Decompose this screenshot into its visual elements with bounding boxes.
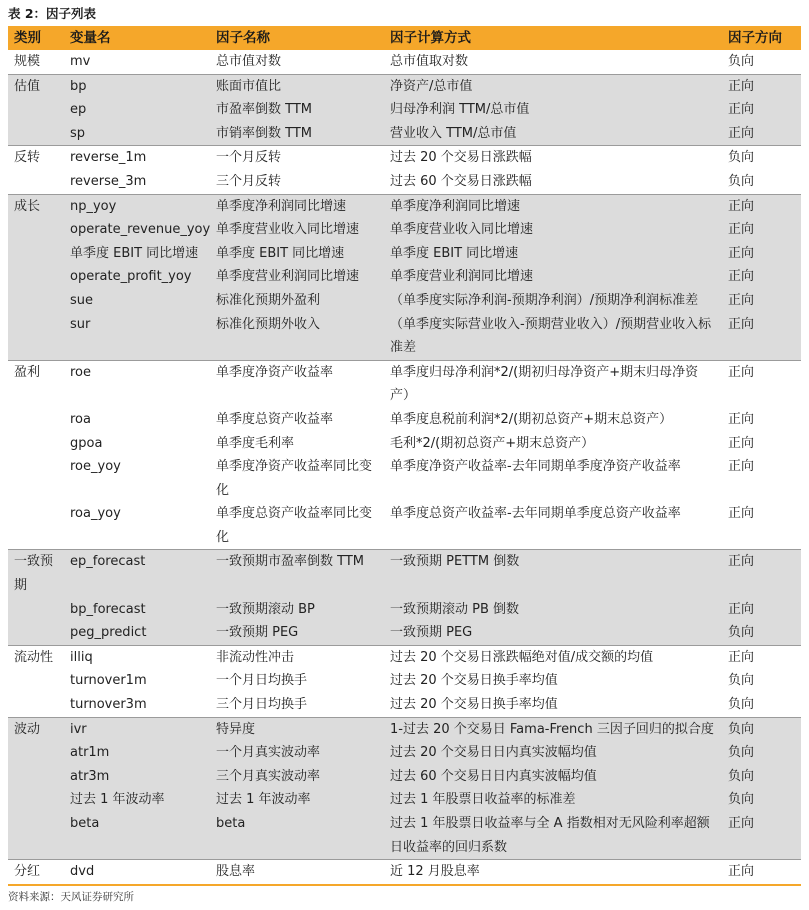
- row-factor-name: 单季度 EBIT 同比增速: [210, 242, 384, 266]
- row-variable: ep_forecast: [64, 550, 210, 598]
- source-note: 资料来源：天风证券研究所: [8, 891, 134, 903]
- table-row: [8, 741, 801, 765]
- row-direction: 正向: [722, 98, 801, 122]
- row-calculation: 过去 20 个交易日涨跌幅: [384, 146, 722, 170]
- row-category: [8, 741, 64, 765]
- row-category: [8, 621, 64, 645]
- row-variable: sue: [64, 289, 210, 313]
- row-direction: 正向: [722, 194, 801, 218]
- row-calculation: 一致预期 PETTM 倒数: [384, 550, 722, 598]
- row-factor-name: 三个月真实波动率: [210, 765, 384, 789]
- table-row: [8, 812, 801, 860]
- row-variable: gpoa: [70, 435, 103, 451]
- row-factor-name: 一致预期滚动 BP: [210, 598, 384, 622]
- row-category: 盈利: [8, 360, 64, 408]
- row-direction: 正向: [728, 506, 755, 522]
- header-direction: 因子方向: [722, 26, 801, 50]
- header-category: 类别: [8, 26, 64, 50]
- table-row: [8, 74, 801, 98]
- row-variable: sur: [64, 313, 210, 361]
- row-direction: 负向: [722, 788, 801, 812]
- row-variable: operate_profit_yoy: [64, 265, 210, 289]
- row-category: [8, 598, 64, 622]
- row-calculation: 过去 1 年股票日收益率与全 A 指数相对无风险利率超额日收益率的回归系数: [384, 812, 722, 860]
- row-variable: atr1m: [64, 741, 210, 765]
- row-category: 估值: [8, 74, 64, 98]
- row-calculation: 过去 20 个交易日日内真实波幅均值: [384, 741, 722, 765]
- table-row: [8, 693, 801, 717]
- row-direction: 负向: [728, 697, 755, 713]
- table-row: [8, 502, 801, 550]
- row-variable: 单季度 EBIT 同比增速: [64, 242, 210, 266]
- row-factor-name: 一个月反转: [210, 146, 384, 170]
- table-row: [8, 669, 801, 693]
- header-calculation: 因子计算方式: [384, 26, 722, 50]
- row-calculation: （单季度实际净利润-预期净利润）/预期净利润标准差: [384, 289, 722, 313]
- row-factor-name: 账面市值比: [210, 74, 384, 98]
- table-row: [8, 645, 801, 669]
- row-calculation: 过去 1 年股票日收益率的标准差: [384, 788, 722, 812]
- row-factor-name: 单季度总资产收益率: [216, 411, 334, 427]
- table-row: [8, 242, 801, 266]
- row-variable: roe_yoy: [70, 459, 121, 475]
- table-row: [8, 455, 801, 502]
- row-variable: mv: [70, 54, 91, 69]
- row-factor-name: 单季度总资产收益率同比变化: [216, 506, 373, 545]
- row-calculation: 一致预期滚动 PB 倒数: [384, 598, 722, 622]
- row-direction: 正向: [728, 435, 755, 451]
- table-row: [8, 194, 801, 218]
- row-category: 流动性: [8, 645, 64, 669]
- table-row: [8, 289, 801, 313]
- row-variable: reverse_3m: [70, 173, 147, 189]
- table-row: [8, 598, 801, 622]
- row-variable: operate_revenue_yoy: [64, 218, 210, 242]
- row-direction: 正向: [722, 598, 801, 622]
- row-category: [8, 408, 64, 432]
- row-direction: 正向: [728, 459, 755, 475]
- row-factor-name: 三个月反转: [216, 173, 282, 189]
- header-factor-name: 因子名称: [210, 26, 384, 50]
- row-direction: 正向: [728, 411, 755, 427]
- row-variable: peg_predict: [64, 621, 210, 645]
- row-category: [8, 669, 64, 693]
- row-category: [8, 455, 64, 502]
- row-calculation: 过去 60 个交易日日内真实波幅均值: [384, 765, 722, 789]
- row-direction: 正向: [722, 360, 801, 408]
- row-factor-name: 一个月日均换手: [216, 673, 308, 689]
- row-direction: 正向: [722, 289, 801, 313]
- row-category: [8, 122, 64, 146]
- row-calculation: 单季度净利润同比增速: [384, 194, 722, 218]
- table-row: [8, 788, 801, 812]
- row-category: [8, 265, 64, 289]
- row-category: [8, 693, 64, 717]
- table-body: [8, 50, 801, 885]
- row-direction: 负向: [728, 673, 755, 689]
- row-category: [8, 812, 64, 860]
- row-factor-name: 单季度净资产收益率同比变化: [216, 459, 373, 498]
- row-calculation: 归母净利润 TTM/总市值: [384, 98, 722, 122]
- row-category: 波动: [8, 717, 64, 741]
- row-direction: 负向: [722, 765, 801, 789]
- row-category: [8, 502, 64, 550]
- table-row: [8, 218, 801, 242]
- table-row: [8, 860, 801, 885]
- row-calculation: 单季度 EBIT 同比增速: [384, 242, 722, 266]
- row-factor-name: 标准化预期外盈利: [210, 289, 384, 313]
- row-calculation: 单季度归母净利润*2/(期初归母净资产+期末归母净资产）: [384, 360, 722, 408]
- row-calculation: 单季度总资产收益率-去年同期单季度总资产收益率: [390, 506, 681, 522]
- row-factor-name: 市销率倒数 TTM: [210, 122, 384, 146]
- row-calculation: 过去 60 个交易日涨跌幅: [390, 173, 532, 189]
- row-factor-name: 单季度净资产收益率: [210, 360, 384, 408]
- row-variable: ep: [64, 98, 210, 122]
- table-row: [8, 432, 801, 456]
- row-calculation: （单季度实际营业收入-预期营业收入）/预期营业收入标准差: [384, 313, 722, 361]
- header-variable: 变量名: [64, 26, 210, 50]
- row-category: 反转: [8, 146, 64, 170]
- row-variable: turnover3m: [70, 697, 147, 713]
- row-variable: 过去 1 年波动率: [64, 788, 210, 812]
- row-direction: 负向: [722, 717, 801, 741]
- row-category: [8, 170, 64, 194]
- row-factor-name: 单季度净利润同比增速: [210, 194, 384, 218]
- row-factor-name: 总市值对数: [216, 54, 282, 69]
- row-direction: 正向: [722, 218, 801, 242]
- row-variable: bp: [64, 74, 210, 98]
- table-caption: 表 2：因子列表: [8, 6, 97, 21]
- row-category: [8, 98, 64, 122]
- table-row: [8, 717, 801, 741]
- row-direction: 正向: [722, 313, 801, 361]
- row-direction: 正向: [722, 122, 801, 146]
- row-direction: 负向: [728, 54, 755, 69]
- row-variable: dvd: [64, 860, 210, 885]
- row-factor-name: 特异度: [210, 717, 384, 741]
- row-factor-name: 一致预期 PEG: [210, 621, 384, 645]
- row-calculation: 单季度息税前利润*2/(期初总资产+期末总资产）: [390, 411, 673, 427]
- row-direction: 正向: [722, 74, 801, 98]
- row-variable: sp: [64, 122, 210, 146]
- row-direction: 正向: [722, 550, 801, 598]
- row-calculation: 营业收入 TTM/总市值: [384, 122, 722, 146]
- row-factor-name: beta: [210, 812, 384, 860]
- table-row: [8, 122, 801, 146]
- row-factor-name: 单季度毛利率: [216, 435, 295, 451]
- row-calculation: 近 12 月股息率: [384, 860, 722, 885]
- row-factor-name: 股息率: [210, 860, 384, 885]
- row-variable: reverse_1m: [64, 146, 210, 170]
- table-row: [8, 146, 801, 170]
- table-row: [8, 621, 801, 645]
- row-category: [8, 313, 64, 361]
- row-calculation: 单季度净资产收益率-去年同期单季度净资产收益率: [390, 459, 681, 475]
- row-direction: 正向: [722, 812, 801, 860]
- row-calculation: 过去 20 个交易日涨跌幅绝对值/成交额的均值: [384, 645, 722, 669]
- table-row: [8, 408, 801, 432]
- row-calculation: 过去 20 个交易日换手率均值: [390, 673, 558, 689]
- table-row: [8, 360, 801, 408]
- row-category: [8, 218, 64, 242]
- row-factor-name: 单季度营业收入同比增速: [210, 218, 384, 242]
- row-variable: roa: [70, 411, 91, 427]
- row-category: [8, 788, 64, 812]
- table-row: [8, 313, 801, 361]
- row-direction: 正向: [722, 860, 801, 885]
- row-factor-name: 过去 1 年波动率: [210, 788, 384, 812]
- row-calculation: 总市值取对数: [390, 54, 469, 69]
- row-direction: 正向: [722, 645, 801, 669]
- row-direction: 负向: [722, 146, 801, 170]
- row-factor-name: 三个月日均换手: [216, 697, 308, 713]
- table-header: [8, 26, 801, 50]
- row-calculation: 单季度营业利润同比增速: [384, 265, 722, 289]
- table-row: [8, 98, 801, 122]
- row-variable: roa_yoy: [70, 506, 121, 522]
- row-category: 分红: [8, 860, 64, 885]
- row-category: 规模: [14, 54, 41, 69]
- table-row: [8, 50, 801, 74]
- row-direction: 负向: [722, 741, 801, 765]
- row-calculation: 1-过去 20 个交易日 Fama-French 三因子回归的拟合度: [384, 717, 722, 741]
- table-row: [8, 170, 801, 194]
- row-factor-name: 一致预期市盈率倒数 TTM: [210, 550, 384, 598]
- row-category: 一致预期: [8, 550, 64, 598]
- row-variable: roe: [64, 360, 210, 408]
- table-row: [8, 765, 801, 789]
- row-category: [8, 432, 64, 456]
- row-category: 成长: [8, 194, 64, 218]
- row-variable: atr3m: [64, 765, 210, 789]
- row-calculation: 净资产/总市值: [384, 74, 722, 98]
- row-calculation: 一致预期 PEG: [384, 621, 722, 645]
- table-row: [8, 265, 801, 289]
- row-direction: 正向: [722, 242, 801, 266]
- row-variable: bp_forecast: [64, 598, 210, 622]
- row-factor-name: 市盈率倒数 TTM: [210, 98, 384, 122]
- row-factor-name: 一个月真实波动率: [210, 741, 384, 765]
- row-variable: np_yoy: [64, 194, 210, 218]
- row-direction: 负向: [728, 173, 755, 189]
- row-factor-name: 单季度营业利润同比增速: [210, 265, 384, 289]
- row-factor-name: 标准化预期外收入: [210, 313, 384, 361]
- row-direction: 负向: [722, 621, 801, 645]
- row-variable: ivr: [64, 717, 210, 741]
- row-factor-name: 非流动性冲击: [210, 645, 384, 669]
- row-category: [8, 765, 64, 789]
- row-variable: illiq: [64, 645, 210, 669]
- row-category: [8, 289, 64, 313]
- table-row: [8, 550, 801, 598]
- row-calculation: 过去 20 个交易日换手率均值: [390, 697, 558, 713]
- row-variable: turnover1m: [70, 673, 147, 689]
- row-variable: beta: [64, 812, 210, 860]
- row-calculation: 单季度营业收入同比增速: [384, 218, 722, 242]
- header-row: [8, 26, 801, 50]
- factor-table: [8, 26, 801, 886]
- row-calculation: 毛利*2/(期初总资产+期末总资产）: [390, 435, 595, 451]
- row-category: [8, 242, 64, 266]
- row-direction: 正向: [722, 265, 801, 289]
